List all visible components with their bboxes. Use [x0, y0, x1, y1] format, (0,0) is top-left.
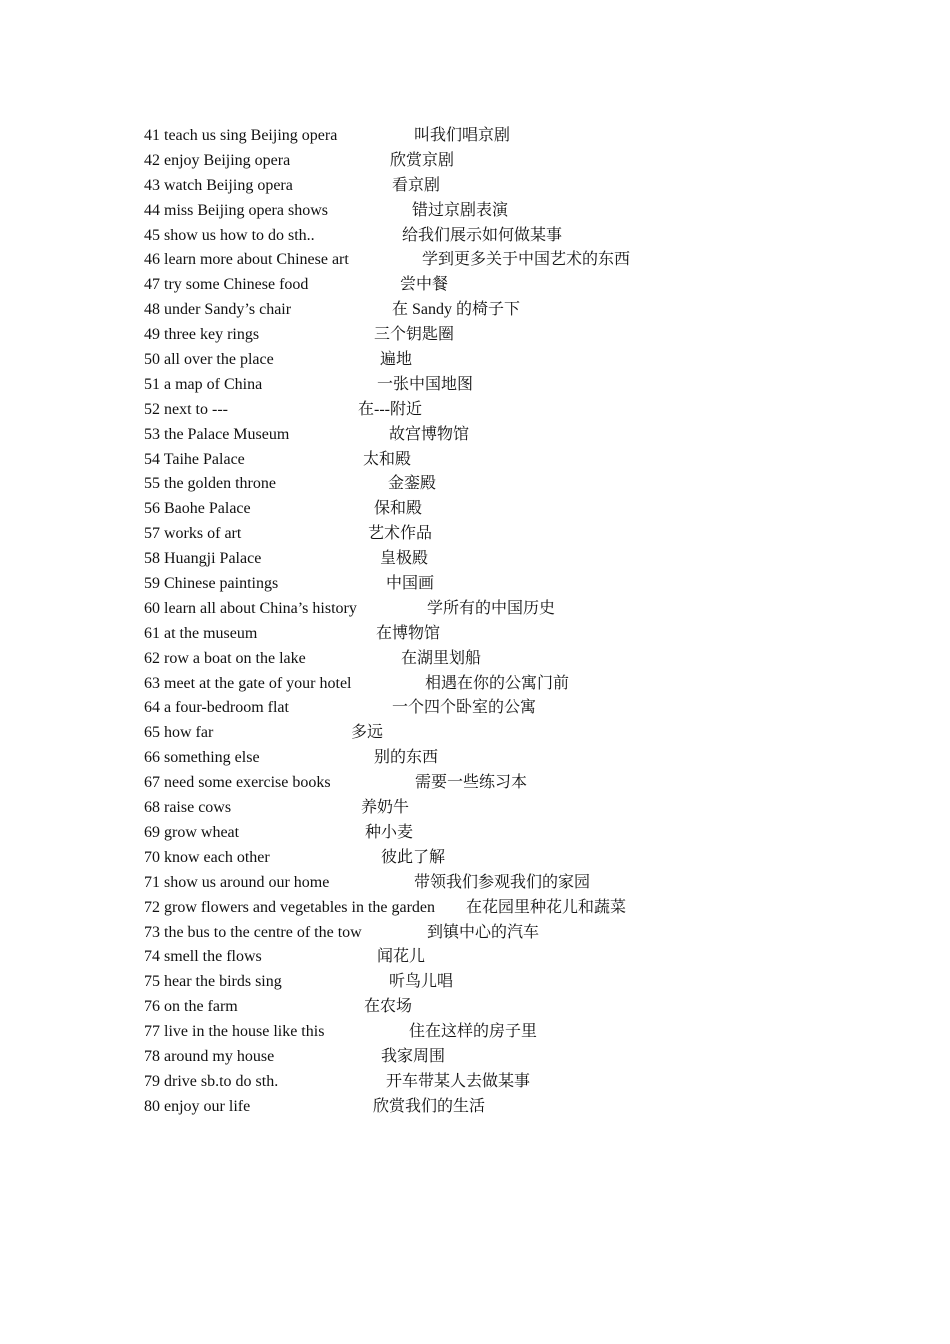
english-phrase: 72 grow flowers and vegetables in the garden [144, 898, 436, 916]
english-phrase: 57 works of art [144, 525, 242, 543]
chinese-translation: 听鸟儿唱 [389, 973, 454, 991]
chinese-translation: 闻花儿 [377, 948, 426, 966]
english-phrase: 67 need some exercise books [144, 774, 331, 792]
english-phrase: 47 try some Chinese food [144, 276, 309, 294]
chinese-translation: 开车带某人去做某事 [386, 1072, 531, 1090]
chinese-translation: 学到更多关于中国艺术的东西 [422, 251, 631, 269]
english-phrase: 49 three key rings [144, 326, 260, 344]
chinese-translation: 欣赏我们的生活 [373, 1097, 486, 1115]
english-phrase: 41 teach us sing Beijing opera [144, 127, 338, 144]
chinese-translation: 尝中餐 [400, 276, 449, 294]
chinese-translation: 学所有的中国历史 [427, 599, 556, 617]
english-phrase: 64 a four-bedroom flat [144, 699, 289, 717]
english-phrase: 56 Baohe Palace [144, 500, 251, 518]
english-phrase: 62 row a boat on the lake [144, 649, 306, 667]
chinese-translation: 艺术作品 [368, 525, 433, 543]
chinese-translation: 给我们展示如何做某事 [402, 226, 563, 244]
chinese-translation: 在博物馆 [376, 624, 441, 642]
chinese-translation: 遍地 [380, 351, 413, 369]
chinese-translation: 欣赏京剧 [390, 151, 455, 169]
english-phrase: 44 miss Beijing opera shows [144, 201, 328, 219]
chinese-translation: 我家周围 [381, 1047, 446, 1065]
english-phrase: 69 grow wheat [144, 823, 240, 841]
chinese-translation: 养奶牛 [361, 799, 410, 817]
chinese-translation: 一个四个卧室的公寓 [392, 699, 537, 717]
english-phrase: 79 drive sb.to do sth. [144, 1072, 279, 1090]
chinese-translation: 在花园里种花儿和蔬菜 [466, 898, 627, 916]
english-phrase: 73 the bus to the centre of the tow [144, 923, 362, 941]
english-phrase: 76 on the farm [144, 998, 238, 1016]
english-phrase: 58 Huangji Palace [144, 550, 262, 568]
english-phrase: 50 all over the place [144, 351, 274, 369]
english-phrase: 68 raise cows [144, 799, 232, 817]
chinese-translation: 太和殿 [363, 450, 412, 468]
chinese-translation: 在---附近 [358, 400, 422, 418]
english-phrase: 78 around my house [144, 1047, 275, 1065]
english-phrase: 80 enjoy our life [144, 1097, 251, 1115]
english-phrase: 71 show us around our home [144, 873, 330, 891]
chinese-translation: 三个钥匙圈 [374, 326, 455, 344]
chinese-translation: 住在这样的房子里 [409, 1023, 538, 1041]
english-phrase: 61 at the museum [144, 624, 258, 642]
chinese-translation: 看京剧 [392, 176, 441, 194]
chinese-translation: 在 Sandy 的椅子下 [392, 301, 521, 319]
chinese-translation: 一张中国地图 [377, 375, 474, 393]
chinese-translation: 中国画 [386, 575, 435, 593]
chinese-translation: 彼此了解 [381, 848, 446, 866]
chinese-translation: 金銮殿 [388, 475, 437, 493]
english-phrase: 65 how far [144, 724, 214, 742]
chinese-translation: 在农场 [364, 998, 413, 1016]
chinese-translation: 在湖里划船 [401, 649, 482, 667]
english-phrase: 48 under Sandy’s chair [144, 301, 292, 319]
chinese-translation: 保和殿 [374, 500, 423, 518]
english-phrase: 75 hear the birds sing [144, 973, 282, 991]
english-phrase: 59 Chinese paintings [144, 575, 279, 593]
chinese-translation: 故宫博物馆 [389, 425, 470, 443]
english-phrase: 63 meet at the gate of your hotel [144, 674, 352, 692]
chinese-translation: 多远 [351, 724, 384, 742]
english-phrase: 70 know each other [144, 848, 270, 866]
chinese-translation: 别的东西 [374, 749, 439, 767]
chinese-translation: 需要一些练习本 [415, 774, 528, 792]
english-phrase: 43 watch Beijing opera [144, 176, 293, 194]
english-phrase: 66 something else [144, 749, 260, 767]
english-phrase: 54 Taihe Palace [144, 450, 245, 468]
english-phrase: 60 learn all about China’s history [144, 599, 357, 617]
english-phrase: 42 enjoy Beijing opera [144, 151, 291, 169]
english-phrase: 46 learn more about Chinese art [144, 251, 349, 269]
chinese-translation: 错过京剧表演 [412, 201, 509, 219]
english-phrase: 77 live in the house like this [144, 1023, 325, 1041]
english-phrase: 74 smell the flows [144, 948, 262, 966]
chinese-translation: 叫我们唱京剧 [414, 127, 511, 144]
english-phrase: 45 show us how to do sth.. [144, 226, 315, 244]
chinese-translation: 种小麦 [365, 823, 414, 841]
english-phrase: 52 next to --- [144, 400, 228, 418]
chinese-translation: 相遇在你的公寓门前 [425, 674, 570, 692]
chinese-translation: 皇极殿 [380, 550, 429, 568]
chinese-translation: 到镇中心的汽车 [427, 923, 540, 941]
english-phrase: 51 a map of China [144, 375, 263, 393]
english-phrase: 53 the Palace Museum [144, 425, 290, 443]
english-phrase: 55 the golden throne [144, 475, 276, 493]
chinese-translation: 带领我们参观我们的家园 [414, 873, 591, 891]
